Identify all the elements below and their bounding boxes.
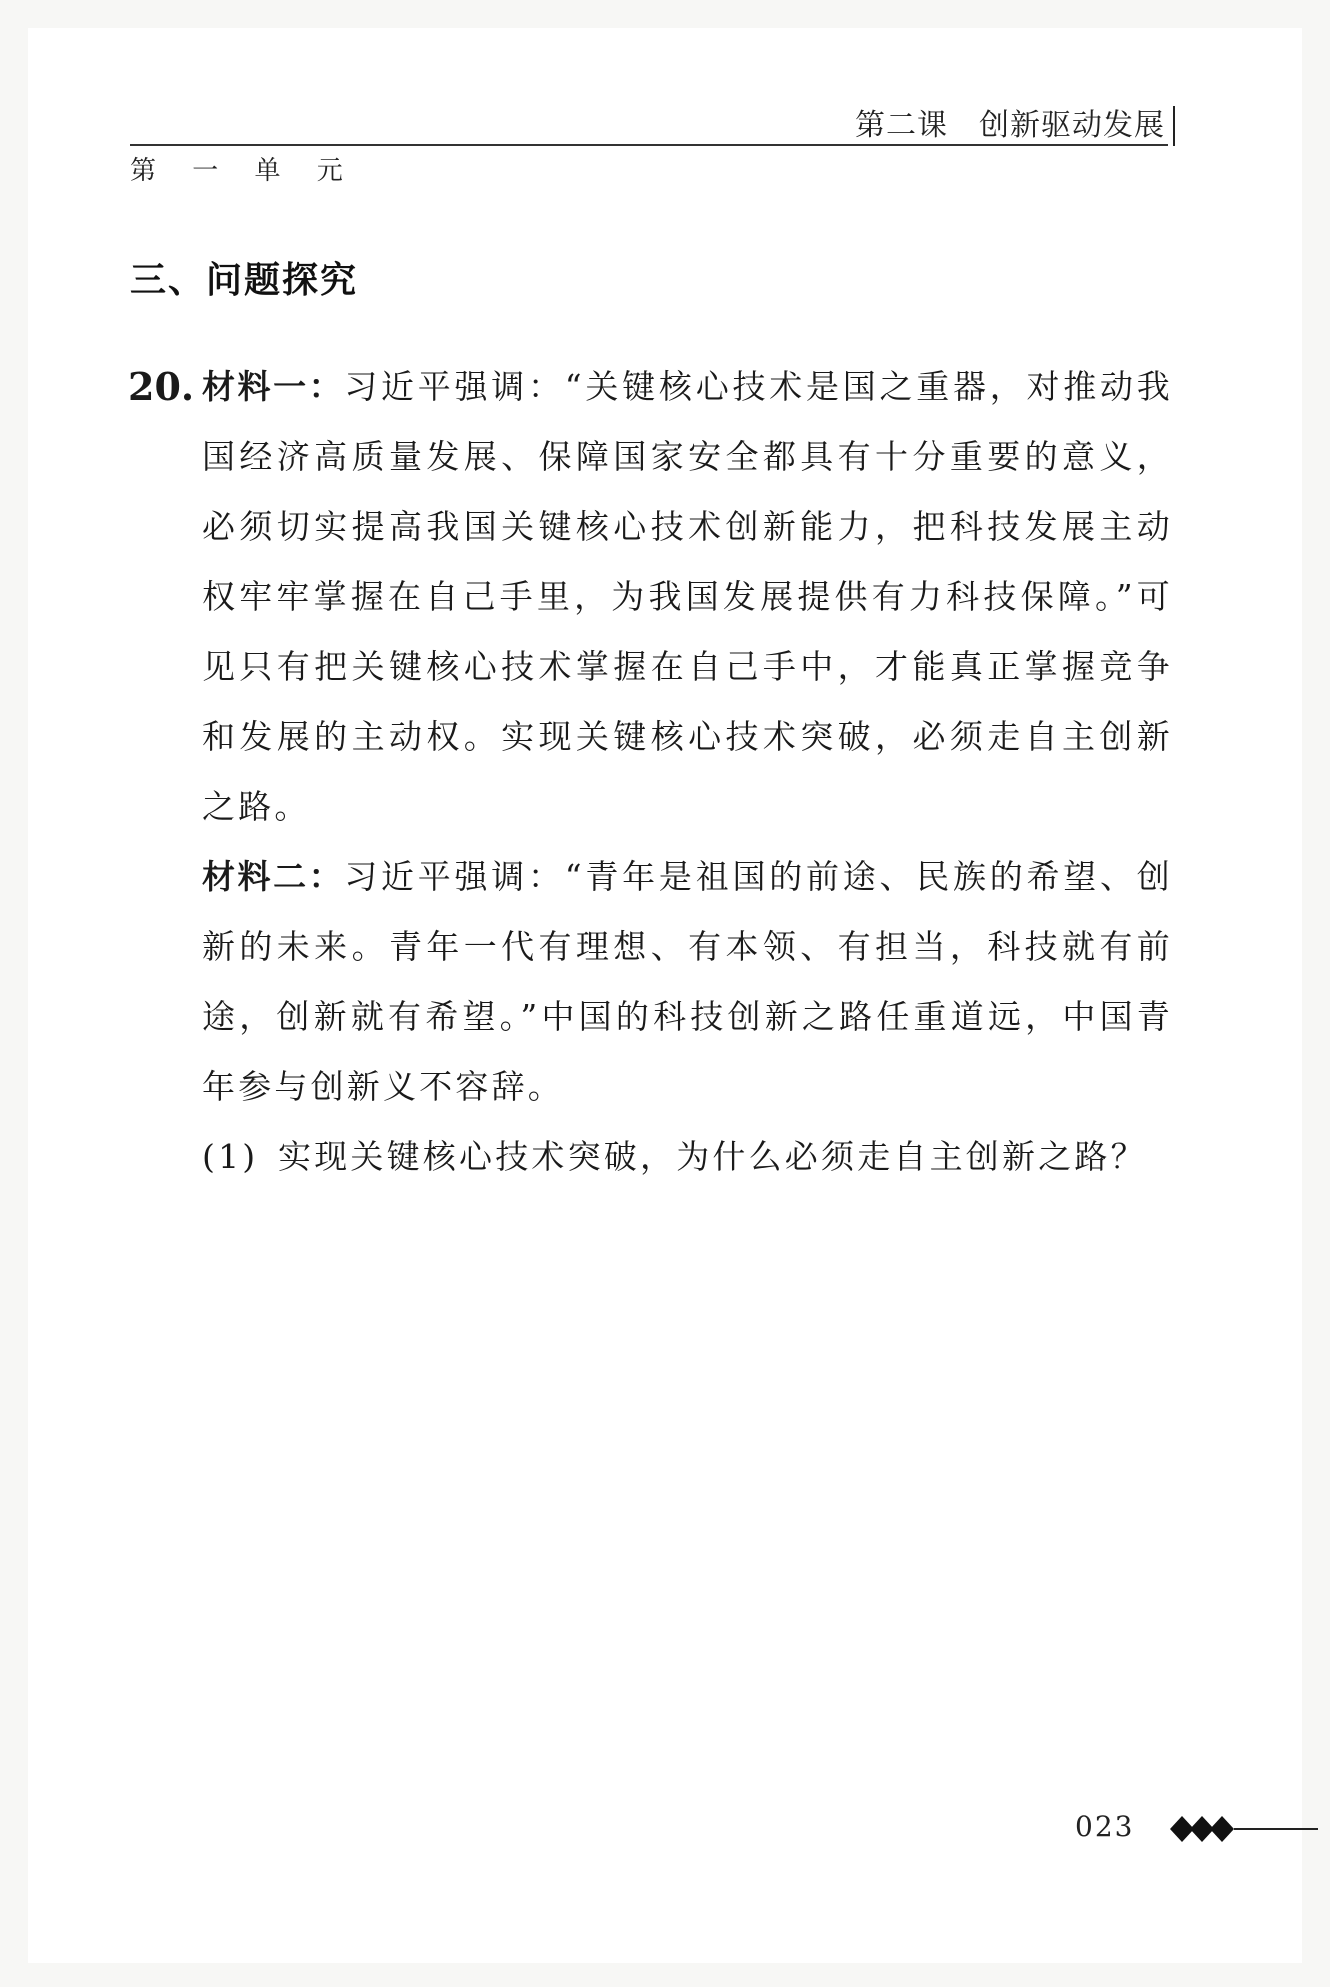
sub-question-1: [202, 1122, 1173, 1192]
lesson-header: 第二课 创新驱动发展: [855, 106, 1175, 146]
material-2-label: 材料二：: [202, 857, 345, 896]
material-1-text: 习近平强调：“关键核心技术是国之重器，对推动我国经济高质量发展、保障国家安全都具有十分重要的意义，必须切实提高我国关键核心技术创新能力，把科技发展主动权牢牢掌握在自己手里，为我国发展提供有力科技保障。”可见只有把关键核心技术掌握在自己手中，才能真正掌握竞争和发展的主动权。实现关键核心技术突破，必须走自主创新之路。: [202, 367, 1173, 826]
material-1: [202, 352, 1173, 842]
material-1-label: 材料一：: [202, 367, 345, 406]
sub-question-text: 实现关键核心技术突破，为什么必须走自主创新之路？: [278, 1137, 1147, 1176]
material-2-text: 习近平强调：“青年是祖国的前途、民族的希望、创新的未来。青年一代有理想、有本领、有担当，科技就有前途，创新就有希望。”中国的科技创新之路任重道远，中国青年参与创新义不容辞。: [202, 857, 1173, 1106]
page-number: 023: [1075, 1810, 1135, 1843]
question-body: [202, 352, 1173, 1192]
question-number: 20.: [128, 364, 195, 409]
unit-header: 第 一 单 元: [130, 156, 357, 186]
question-20: [128, 352, 1173, 1192]
sub-question-number: (1): [202, 1137, 259, 1176]
three-diamonds-icon: [1168, 1812, 1318, 1846]
material-2: [202, 842, 1173, 1122]
section-title: 三、问题探究: [130, 260, 359, 301]
header-divider: [130, 144, 1168, 146]
